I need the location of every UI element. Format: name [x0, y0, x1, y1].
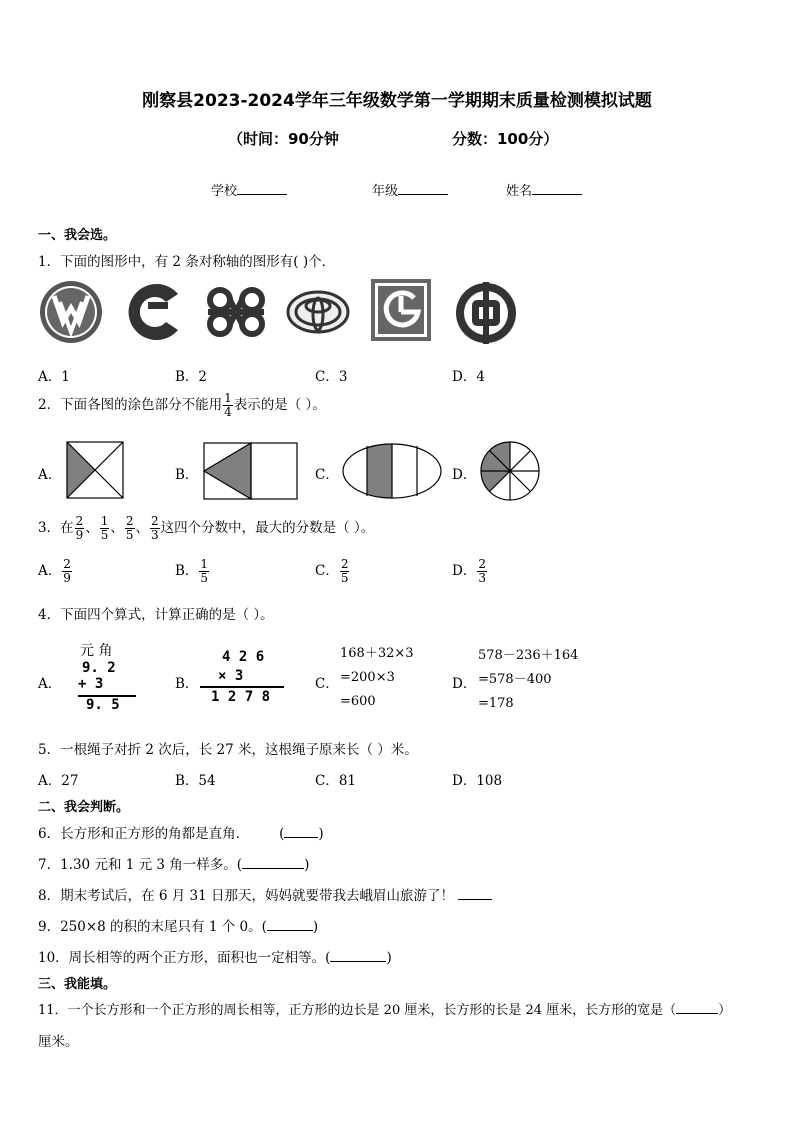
q3-option-d-num: 2 — [478, 557, 486, 571]
q4-d-line-2: =578－400 — [478, 672, 552, 687]
square-g-logo-icon — [370, 278, 432, 342]
q1-option-b[interactable]: B．2 — [175, 369, 208, 385]
q2-square-diagonals-icon — [66, 441, 124, 499]
q3-option-c-num: 2 — [340, 557, 349, 571]
question-11 — [38, 999, 731, 1018]
q7-text: 7．1.30 元和 1 元 3 角一样多。( — [38, 857, 243, 873]
q3-option-c-label: C． — [315, 563, 339, 579]
q3-option-a[interactable] — [38, 558, 73, 585]
question-6: 6．长方形和正方形的角都是直角． ( ) — [38, 826, 324, 842]
q3-sep-3: 、 — [135, 520, 150, 536]
section-heading-judge: 二、我会判断。 — [38, 800, 130, 815]
q1-option-d[interactable]: D．4 — [452, 369, 485, 385]
q4-b-vertical-calc — [200, 648, 284, 707]
q3-frac-2-num: 1 — [100, 514, 109, 528]
q3-frac-1 — [75, 515, 85, 542]
q4-option-b[interactable]: B． — [175, 676, 199, 692]
q3-option-b-den: 5 — [200, 571, 209, 585]
q2-frac-denominator: 4 — [224, 405, 232, 419]
q9-text: 9．250×8 的积的末尾只有 1 个 0。( — [38, 919, 267, 935]
q3-frac-1-den: 9 — [75, 528, 84, 542]
q4-d-line-3: =178 — [478, 696, 514, 711]
q3-frac-3-den: 5 — [125, 528, 134, 542]
q3-text-post: 这四个分数中，最大的分数是（ ）。 — [160, 520, 375, 536]
q4-option-c[interactable]: C． — [315, 676, 339, 692]
q2-rectangle-triangle-icon — [203, 442, 298, 500]
q4-d-line-1: 578－236＋164 — [478, 648, 579, 663]
q3-frac-4 — [150, 515, 160, 542]
q4-option-d[interactable]: D． — [452, 676, 477, 692]
q2-ellipse-strips-icon — [341, 442, 443, 500]
q2-circle-sectors-icon — [479, 440, 541, 502]
grade-blank[interactable] — [398, 182, 448, 195]
q11-text: 11．一个长方形和一个正方形的周长相等，正方形的边长是 20 厘米，长方形的长是 24 厘米，长方形的宽是（ — [38, 1003, 677, 1018]
q2-option-c[interactable]: C． — [315, 467, 339, 483]
q3-frac-3 — [125, 515, 135, 542]
volkswagen-logo-icon — [38, 278, 104, 346]
q3-option-d-label: D． — [452, 563, 477, 579]
q4-c-line-3: =600 — [340, 694, 376, 709]
bank-of-china-logo-icon — [454, 280, 518, 346]
question-8 — [38, 884, 492, 904]
q5-option-c[interactable]: C．81 — [315, 773, 357, 789]
q4-b-top: 4 2 6 — [222, 649, 265, 665]
question-3 — [38, 515, 374, 542]
school-label: 学校 — [211, 184, 238, 199]
q3-option-b-frac — [199, 558, 209, 585]
q2-text-post: 表示的是（ ）。 — [233, 397, 326, 413]
q3-option-d[interactable] — [452, 558, 488, 585]
question-9: 9．250×8 的积的末尾只有 1 个 0。( ) — [38, 919, 319, 935]
q4-a-vertical-calc — [78, 640, 136, 713]
q3-frac-3-num: 2 — [125, 514, 134, 528]
q10-answer-blank[interactable] — [330, 948, 386, 962]
q7-answer-blank[interactable] — [242, 855, 304, 869]
name-field[interactable] — [506, 180, 582, 199]
page-title: 刚察县2023-2024学年三年级数学第一学期期末质量检测模拟试题 — [142, 91, 652, 111]
q4-b-operand: × 3 — [218, 668, 244, 684]
exam-score: 分数：100分） — [452, 130, 559, 148]
q3-option-a-den: 9 — [63, 571, 71, 585]
q4-a-result: 9. 5 — [78, 695, 136, 713]
q4-c-calc — [340, 642, 414, 714]
q2-fraction — [223, 392, 233, 419]
q3-option-d-den: 3 — [478, 571, 486, 585]
q4-a-operand: + 3 — [78, 676, 104, 692]
ccb-logo-icon — [122, 280, 182, 344]
name-label: 姓名 — [506, 184, 533, 199]
q3-frac-1-num: 2 — [75, 514, 84, 528]
q3-option-b-num: 1 — [200, 557, 209, 571]
school-field[interactable] — [211, 180, 287, 199]
exam-time: （时间：90分钟 — [228, 130, 339, 148]
q4-a-header: 元 角 — [80, 643, 113, 659]
q6-answer-blank[interactable] — [284, 824, 318, 838]
q3-option-c[interactable] — [315, 558, 350, 585]
q8-text: 8．期末考试后，在 6 月 31 日那天，妈妈就要带我去峨眉山旅游了！ — [38, 888, 455, 904]
q11-line-2: 厘米。 — [38, 1034, 79, 1050]
q4-c-line-1: 168＋32×3 — [340, 646, 414, 661]
q5-option-b[interactable]: B．54 — [175, 773, 216, 789]
q3-option-d-frac — [477, 558, 487, 585]
question-2 — [38, 392, 326, 419]
q3-option-a-num: 2 — [63, 557, 71, 571]
q3-text-pre: 3．在 — [38, 520, 74, 536]
q2-option-b[interactable]: B． — [175, 467, 199, 483]
q1-option-c[interactable]: C．3 — [315, 369, 348, 385]
q4-c-line-2: =200×3 — [340, 670, 395, 685]
q5-option-a[interactable]: A．27 — [38, 773, 79, 789]
q3-sep-2: 、 — [110, 520, 124, 536]
q10-text: 10．周长相等的两个正方形，面积也一定相等。( — [38, 950, 331, 966]
question-4: 4．下面四个算式，计算正确的是（ ）。 — [38, 607, 274, 623]
question-7: 7．1.30 元和 1 元 3 角一样多。( ) — [38, 857, 310, 873]
q4-a-top: 9. 2 — [82, 660, 116, 676]
section-heading-fill: 三、我能填。 — [38, 977, 117, 992]
q3-option-b[interactable] — [175, 558, 210, 585]
question-1: 1．下面的图形中，有 2 条对称轴的图形有( )个． — [38, 254, 336, 270]
question-10: 10．周长相等的两个正方形，面积也一定相等。( ) — [38, 950, 392, 966]
q3-option-a-frac — [62, 558, 72, 585]
q3-frac-4-num: 2 — [151, 514, 159, 528]
q3-frac-2 — [100, 515, 110, 542]
school-blank[interactable] — [237, 182, 287, 195]
q2-option-a[interactable]: A． — [38, 467, 62, 483]
q11-text-end: ） — [718, 1003, 732, 1018]
q3-frac-2-den: 5 — [100, 528, 109, 542]
q5-option-d[interactable]: D．108 — [452, 773, 503, 789]
q3-option-a-label: A． — [38, 563, 62, 579]
q6-text: 6．长方形和正方形的角都是直角． — [38, 826, 250, 842]
q4-b-result: 1 2 7 8 — [200, 686, 284, 707]
q2-option-d[interactable]: D． — [452, 467, 477, 483]
question-5: 5．一根绳子对折 2 次后，长 27 米，这根绳子原来长（ ）米。 — [38, 742, 418, 758]
q8-answer-blank[interactable] — [458, 886, 492, 900]
q1-logos — [38, 278, 598, 350]
unicom-knot-logo-icon — [198, 280, 274, 344]
q3-option-c-frac — [340, 558, 350, 585]
toyota-logo-icon — [286, 290, 350, 334]
name-blank[interactable] — [532, 182, 582, 195]
q4-d-calc — [478, 644, 578, 716]
q11-answer-blank[interactable] — [676, 1000, 718, 1014]
q4-option-a[interactable]: A． — [38, 676, 62, 692]
q1-option-a[interactable]: A．1 — [38, 369, 70, 385]
section-heading-choose: 一、我会选。 — [38, 228, 117, 243]
q2-frac-numerator: 1 — [224, 391, 232, 405]
grade-field[interactable] — [372, 180, 448, 199]
q2-text-pre: 2．下面各图的涂色部分不能用 — [38, 397, 223, 413]
grade-label: 年级 — [372, 184, 399, 199]
q3-frac-4-den: 3 — [151, 528, 159, 542]
q3-option-c-den: 5 — [340, 571, 349, 585]
q3-option-b-label: B． — [175, 563, 199, 579]
q9-answer-blank[interactable] — [267, 917, 313, 931]
q3-sep-1: 、 — [85, 520, 99, 536]
